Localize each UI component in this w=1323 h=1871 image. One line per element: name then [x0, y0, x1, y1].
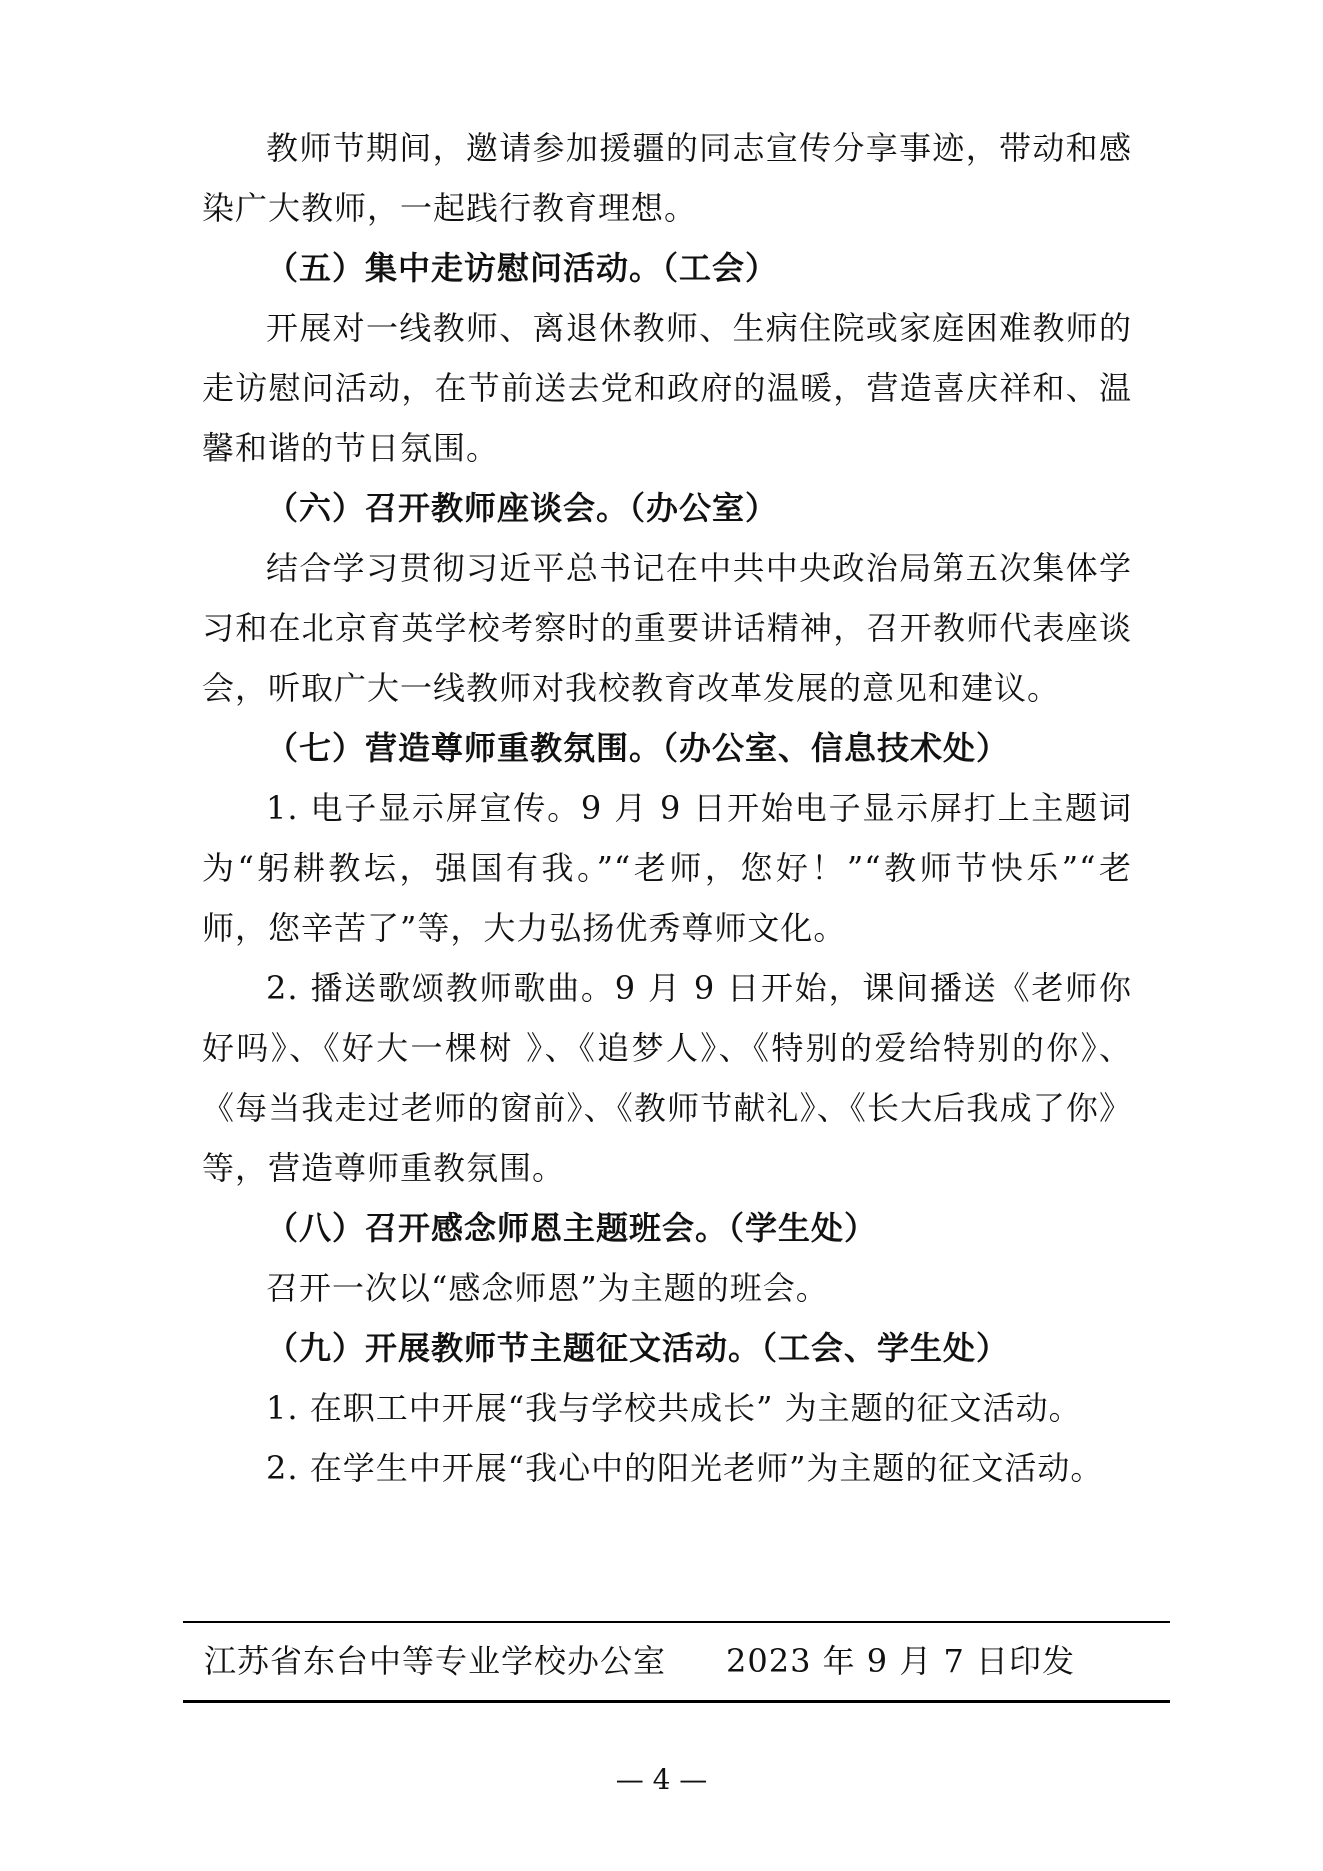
paragraph-broadcast-songs: 2. 播送歌颂教师歌曲。9 月 9 日开始，课间播送《老师你好吗》、《好大一棵树 》、《追梦人》、《特别的爱给特别的你》、《每当我走过老师的窗前》、《教师节献礼》、《长大后我成了你》等，营造尊师重教氛围。 — [202, 969, 1132, 1187]
footer-bottom-rule — [183, 1700, 1170, 1703]
section-heading-6: （六）召开教师座谈会。（办公室） — [266, 489, 779, 527]
footer-top-rule — [183, 1621, 1170, 1623]
paragraph-staff-essay: 1. 在职工中开展“我与学校共成长” 为主题的征文活动。 — [266, 1389, 1082, 1427]
paragraph-aid-xinjiang: 教师节期间，邀请参加援疆的同志宣传分享事迹，带动和感染广大教师，一起践行教育理想。 — [202, 129, 1132, 227]
issue-date: 2023 年 9 月 7 日印发 — [726, 1642, 1076, 1680]
paragraph-visit-condolence: 开展对一线教师、离退休教师、生病住院或家庭困难教师的走访慰问活动，在节前送去党和政府的温暖，营造喜庆祥和、温馨和谐的节日氛围。 — [202, 309, 1132, 467]
issuance-footer — [204, 1633, 1104, 1689]
issuer-name: 江苏省东台中等专业学校办公室 — [204, 1642, 667, 1680]
page-number: — 4 — — [615, 1763, 708, 1796]
section-heading-9: （九）开展教师节主题征文活动。（工会、学生处） — [266, 1329, 1010, 1367]
paragraph-teacher-symposium: 结合学习贯彻习近平总书记在中共中央政治局第五次集体学习和在北京育英学校考察时的重要讲话精神，召开教师代表座谈会，听取广大一线教师对我校教育改革发展的意见和建议。 — [202, 549, 1132, 707]
paragraph-class-meeting: 召开一次以“感念师恩”为主题的班会。 — [266, 1269, 829, 1307]
section-heading-7: （七）营造尊师重教氛围。（办公室、信息技术处） — [266, 729, 1010, 767]
section-heading-8: （八）召开感念师恩主题班会。（学生处） — [266, 1209, 878, 1247]
document-body — [202, 118, 1132, 1498]
paragraph-student-essay: 2. 在学生中开展“我心中的阳光老师”为主题的征文活动。 — [266, 1449, 1104, 1487]
paragraph-screen-promotion: 1. 电子显示屏宣传。9 月 9 日开始电子显示屏打上主题词为“躬耕教坛，强国有我。”“老师，您好！”“教师节快乐”“老师，您辛苦了”等，大力弘扬优秀尊师文化。 — [202, 789, 1132, 947]
section-heading-5: （五）集中走访慰问活动。（工会） — [266, 249, 779, 287]
